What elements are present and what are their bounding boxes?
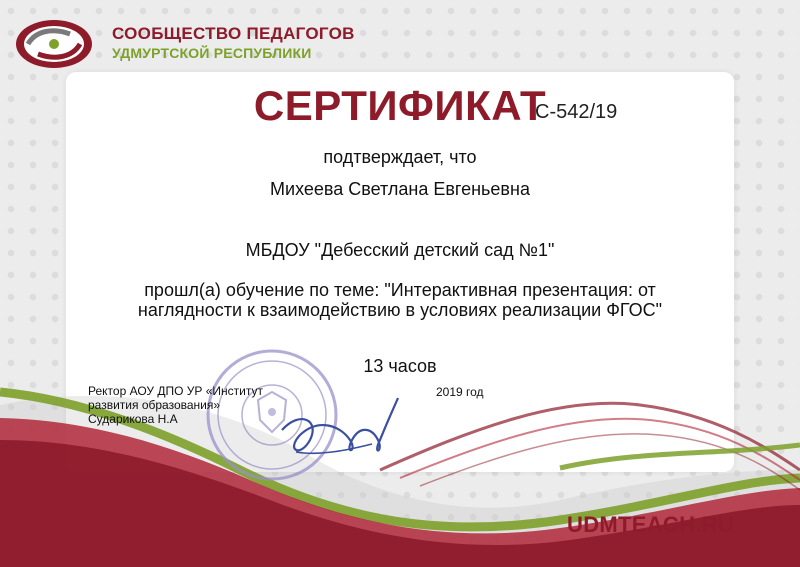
signatory-line-2: развития образования»: [88, 398, 221, 412]
confirms-text: подтверждает, что: [323, 147, 477, 167]
website-link[interactable]: UDMTEACH.RU: [567, 512, 735, 537]
course-line-1: прошл(а) обучение по теме: "Интерактивная презентация: от: [144, 280, 656, 300]
certificate-title: СЕРТИФИКАТ: [253, 82, 547, 129]
course-line-2: наглядности к взаимодействию в условиях реализации ФГОС": [137, 300, 663, 320]
institution-name: МБДОУ "Дебесский детский сад №1": [245, 240, 555, 260]
signatory-line-1: Ректор АОУ ДПО УР «Институт: [88, 384, 263, 398]
organization-name-line2: УДМУРТСКОЙ РЕСПУБЛИКИ: [112, 45, 312, 61]
signatory-block: [88, 384, 263, 426]
hours-count: 13 часов: [363, 356, 437, 376]
organization-name-line1: СООБЩЕСТВО ПЕДАГОГОВ: [112, 24, 355, 43]
certificate-year: 2019 год: [436, 385, 484, 399]
signatory-line-3: Сударикова Н.А: [88, 412, 178, 426]
certificate-number: С-542/19: [535, 101, 618, 123]
recipient-name: Михеева Светлана Евгеньевна: [270, 179, 530, 199]
